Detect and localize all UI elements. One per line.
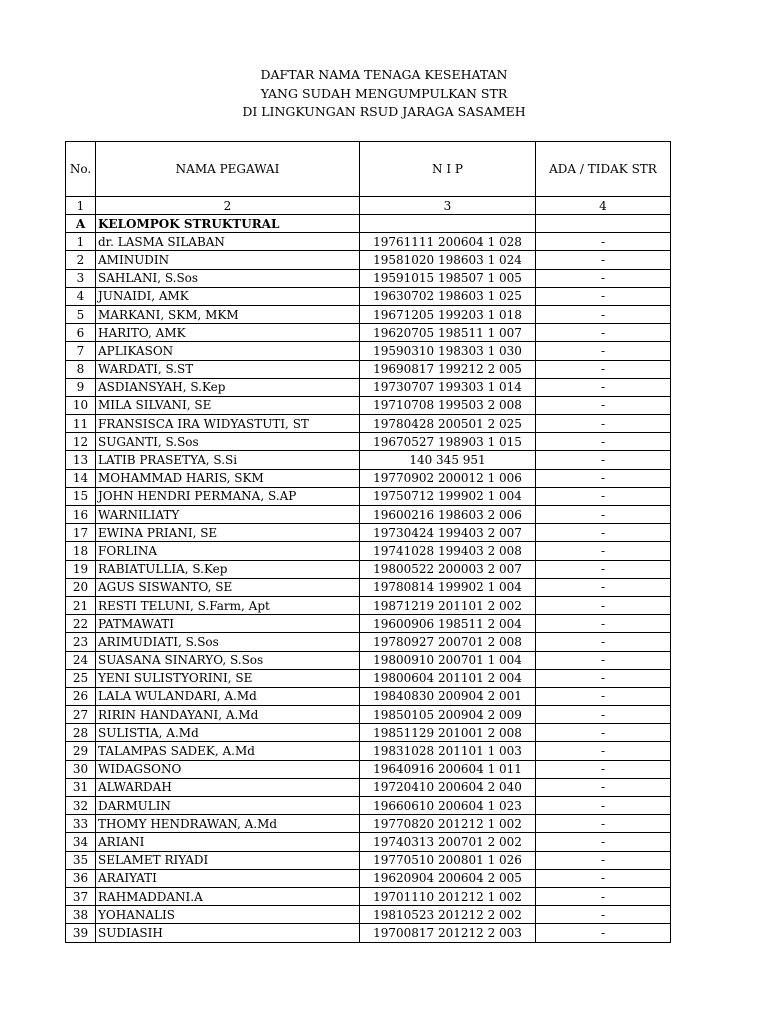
table-row [66, 651, 671, 669]
employee-name: DARMULIN [96, 797, 360, 815]
employee-nip: 19840830 200904 2 001 [360, 687, 536, 705]
employee-name: RABIATULLIA, S.Kep [96, 560, 360, 578]
employee-name: ARIANI [96, 833, 360, 851]
employee-nip: 19831028 201101 1 003 [360, 742, 536, 760]
employee-name: RIRIN HANDAYANI, A.Md [96, 706, 360, 724]
table-row [66, 887, 671, 905]
employee-name: HARITO, AMK [96, 324, 360, 342]
table-row [66, 251, 671, 269]
row-number: 15 [66, 487, 96, 505]
str-status: - [536, 269, 671, 287]
table-row [66, 269, 671, 287]
str-status: - [536, 651, 671, 669]
row-number: 22 [66, 615, 96, 633]
column-number: 2 [96, 197, 360, 215]
column-number-row [66, 197, 671, 215]
str-status: - [536, 833, 671, 851]
employee-nip: 19780814 199902 1 004 [360, 578, 536, 596]
employee-nip: 19780428 200501 2 025 [360, 415, 536, 433]
str-status: - [536, 887, 671, 905]
str-status: - [536, 669, 671, 687]
str-status: - [536, 342, 671, 360]
table-row [66, 287, 671, 305]
group-code: A [66, 215, 96, 233]
row-number: 8 [66, 360, 96, 378]
header-no: No. [66, 142, 96, 197]
employee-nip: 19780927 200701 2 008 [360, 633, 536, 651]
employee-nip: 19630702 198603 1 025 [360, 287, 536, 305]
employee-nip: 19701110 201212 1 002 [360, 887, 536, 905]
group-name: KELOMPOK STRUKTURAL [96, 215, 360, 233]
row-number: 33 [66, 815, 96, 833]
employee-nip: 19620904 200604 2 005 [360, 869, 536, 887]
row-number: 12 [66, 433, 96, 451]
str-status: - [536, 360, 671, 378]
row-number: 30 [66, 760, 96, 778]
str-status: - [536, 305, 671, 323]
str-status: - [536, 596, 671, 614]
employee-nip: 19670527 198903 1 015 [360, 433, 536, 451]
row-number: 36 [66, 869, 96, 887]
row-number: 5 [66, 305, 96, 323]
employee-name: EWINA PRIANI, SE [96, 524, 360, 542]
column-number: 4 [536, 197, 671, 215]
table-row [66, 778, 671, 796]
str-status: - [536, 906, 671, 924]
str-status: - [536, 487, 671, 505]
row-number: 24 [66, 651, 96, 669]
column-number: 1 [66, 197, 96, 215]
row-number: 13 [66, 451, 96, 469]
employee-nip: 19730424 199403 2 007 [360, 524, 536, 542]
str-status: - [536, 560, 671, 578]
row-number: 17 [66, 524, 96, 542]
row-number: 6 [66, 324, 96, 342]
row-number: 2 [66, 251, 96, 269]
employee-name: FORLINA [96, 542, 360, 560]
str-status: - [536, 433, 671, 451]
table-row [66, 924, 671, 942]
table-row [66, 615, 671, 633]
employee-name: MOHAMMAD HARIS, SKM [96, 469, 360, 487]
table-row [66, 815, 671, 833]
row-number: 32 [66, 797, 96, 815]
table-row [66, 506, 671, 524]
str-status: - [536, 251, 671, 269]
employee-nip: 19720410 200604 2 040 [360, 778, 536, 796]
row-number: 9 [66, 378, 96, 396]
str-status: - [536, 324, 671, 342]
employee-nip: 19850105 200904 2 009 [360, 706, 536, 724]
row-number: 31 [66, 778, 96, 796]
employee-nip: 19750712 199902 1 004 [360, 487, 536, 505]
table-row [66, 633, 671, 651]
employee-name: SUASANA SINARYO, S.Sos [96, 651, 360, 669]
str-status: - [536, 615, 671, 633]
table-row [66, 542, 671, 560]
empty-cell [360, 215, 536, 233]
employee-name: YOHANALIS [96, 906, 360, 924]
employee-nip: 19620705 198511 1 007 [360, 324, 536, 342]
employee-nip: 19710708 199503 2 008 [360, 396, 536, 414]
employee-name: THOMY HENDRAWAN, A.Md [96, 815, 360, 833]
str-status: - [536, 415, 671, 433]
str-status: - [536, 451, 671, 469]
staff-table [65, 141, 671, 943]
employee-nip: 19660610 200604 1 023 [360, 797, 536, 815]
employee-nip: 19671205 199203 1 018 [360, 305, 536, 323]
employee-name: dr. LASMA SILABAN [96, 233, 360, 251]
table-row [66, 833, 671, 851]
table-row [66, 396, 671, 414]
str-status: - [536, 378, 671, 396]
title-line-2: YANG SUDAH MENGUMPULKAN STR [260, 85, 508, 101]
employee-nip: 19700817 201212 2 003 [360, 924, 536, 942]
row-number: 7 [66, 342, 96, 360]
row-number: 25 [66, 669, 96, 687]
row-number: 23 [66, 633, 96, 651]
table-row [66, 851, 671, 869]
str-status: - [536, 778, 671, 796]
employee-name: SUGANTI, S.Sos [96, 433, 360, 451]
row-number: 20 [66, 578, 96, 596]
table-row [66, 560, 671, 578]
empty-cell [536, 215, 671, 233]
employee-name: TALAMPAS SADEK, A.Md [96, 742, 360, 760]
table-row [66, 433, 671, 451]
str-status: - [536, 633, 671, 651]
str-status: - [536, 396, 671, 414]
row-number: 4 [66, 287, 96, 305]
str-status: - [536, 706, 671, 724]
table-row [66, 869, 671, 887]
row-number: 34 [66, 833, 96, 851]
title-line-1: DAFTAR NAMA TENAGA KESEHATAN [260, 67, 508, 82]
table-row [66, 415, 671, 433]
employee-nip: 19730707 199303 1 014 [360, 378, 536, 396]
row-number: 37 [66, 887, 96, 905]
row-number: 27 [66, 706, 96, 724]
table-row [66, 724, 671, 742]
table-row [66, 742, 671, 760]
str-status: - [536, 524, 671, 542]
str-status: - [536, 742, 671, 760]
employee-name: YENI SULISTYORINI, SE [96, 669, 360, 687]
employee-name: SULISTIA, A.Md [96, 724, 360, 742]
employee-name: PATMAWATI [96, 615, 360, 633]
employee-nip: 19590310 198303 1 030 [360, 342, 536, 360]
table-row [66, 233, 671, 251]
str-status: - [536, 760, 671, 778]
table-row [66, 760, 671, 778]
employee-nip: 19800604 201101 2 004 [360, 669, 536, 687]
employee-name: ARAIYATI [96, 869, 360, 887]
row-number: 3 [66, 269, 96, 287]
row-number: 35 [66, 851, 96, 869]
header-nip: N I P [360, 142, 536, 197]
employee-nip: 19770510 200801 1 026 [360, 851, 536, 869]
row-number: 11 [66, 415, 96, 433]
employee-name: ARIMUDIATI, S.Sos [96, 633, 360, 651]
row-number: 10 [66, 396, 96, 414]
employee-name: RESTI TELUNI, S.Farm, Apt [96, 596, 360, 614]
table-row [66, 342, 671, 360]
str-status: - [536, 578, 671, 596]
str-status: - [536, 542, 671, 560]
employee-name: RAHMADDANI.A [96, 887, 360, 905]
str-status: - [536, 687, 671, 705]
employee-nip: 19800910 200701 1 004 [360, 651, 536, 669]
row-number: 39 [66, 924, 96, 942]
employee-name: FRANSISCA IRA WIDYASTUTI, ST [96, 415, 360, 433]
title-line-3: DI LINGKUNGAN RSUD JARAGA SASAMEH [242, 104, 526, 119]
employee-nip: 19871219 201101 2 002 [360, 596, 536, 614]
employee-nip: 19740313 200701 2 002 [360, 833, 536, 851]
employee-nip: 19591015 198507 1 005 [360, 269, 536, 287]
str-status: - [536, 233, 671, 251]
table-row [66, 487, 671, 505]
row-number: 19 [66, 560, 96, 578]
employee-name: LATIB PRASETYA, S.Si [96, 451, 360, 469]
row-number: 16 [66, 506, 96, 524]
employee-name: SELAMET RIYADI [96, 851, 360, 869]
employee-nip: 19761111 200604 1 028 [360, 233, 536, 251]
str-status: - [536, 851, 671, 869]
employee-nip: 19690817 199212 2 005 [360, 360, 536, 378]
group-row [66, 215, 671, 233]
employee-name: WIDAGSONO [96, 760, 360, 778]
row-number: 1 [66, 233, 96, 251]
employee-name: JUNAIDI, AMK [96, 287, 360, 305]
str-status: - [536, 724, 671, 742]
row-number: 28 [66, 724, 96, 742]
str-status: - [536, 815, 671, 833]
employee-name: MILA SILVANI, SE [96, 396, 360, 414]
str-status: - [536, 287, 671, 305]
employee-nip: 19741028 199403 2 008 [360, 542, 536, 560]
employee-nip: 19600906 198511 2 004 [360, 615, 536, 633]
table-row [66, 706, 671, 724]
row-number: 14 [66, 469, 96, 487]
row-number: 38 [66, 906, 96, 924]
str-status: - [536, 797, 671, 815]
employee-nip: 19600216 198603 2 006 [360, 506, 536, 524]
table-row [66, 451, 671, 469]
employee-name: WARNILIATY [96, 506, 360, 524]
table-row [66, 524, 671, 542]
table-row [66, 360, 671, 378]
header-name: NAMA PEGAWAI [96, 142, 360, 197]
employee-nip: 19800522 200003 2 007 [360, 560, 536, 578]
employee-name: SAHLANI, S.Sos [96, 269, 360, 287]
str-status: - [536, 924, 671, 942]
table-row [66, 669, 671, 687]
table-row [66, 687, 671, 705]
employee-nip: 19640916 200604 1 011 [360, 760, 536, 778]
table-row [66, 906, 671, 924]
employee-name: ASDIANSYAH, S.Kep [96, 378, 360, 396]
row-number: 29 [66, 742, 96, 760]
employee-name: MARKANI, SKM, MKM [96, 305, 360, 323]
employee-name: SUDIASIH [96, 924, 360, 942]
column-number: 3 [360, 197, 536, 215]
employee-name: AGUS SISWANTO, SE [96, 578, 360, 596]
table-row [66, 378, 671, 396]
employee-nip: 19851129 201001 2 008 [360, 724, 536, 742]
table-row [66, 324, 671, 342]
table-row [66, 578, 671, 596]
str-status: - [536, 869, 671, 887]
employee-nip: 19770902 200012 1 006 [360, 469, 536, 487]
employee-nip: 19810523 201212 2 002 [360, 906, 536, 924]
row-number: 21 [66, 596, 96, 614]
employee-name: ALWARDAH [96, 778, 360, 796]
header-row [66, 142, 671, 197]
str-status: - [536, 506, 671, 524]
employee-name: LALA WULANDARI, A.Md [96, 687, 360, 705]
employee-name: WARDATI, S.ST [96, 360, 360, 378]
str-status: - [536, 469, 671, 487]
table-row [66, 797, 671, 815]
table-row [66, 305, 671, 323]
employee-name: AMINUDIN [96, 251, 360, 269]
employee-name: APLIKASON [96, 342, 360, 360]
employee-name: JOHN HENDRI PERMANA, S.AP [96, 487, 360, 505]
employee-nip: 19581020 198603 1 024 [360, 251, 536, 269]
employee-nip: 19770820 201212 1 002 [360, 815, 536, 833]
row-number: 18 [66, 542, 96, 560]
table-row [66, 469, 671, 487]
employee-nip: 140 345 951 [360, 451, 536, 469]
table-row [66, 596, 671, 614]
row-number: 26 [66, 687, 96, 705]
document-title [0, 66, 768, 122]
header-str: ADA / TIDAK STR [536, 142, 671, 197]
